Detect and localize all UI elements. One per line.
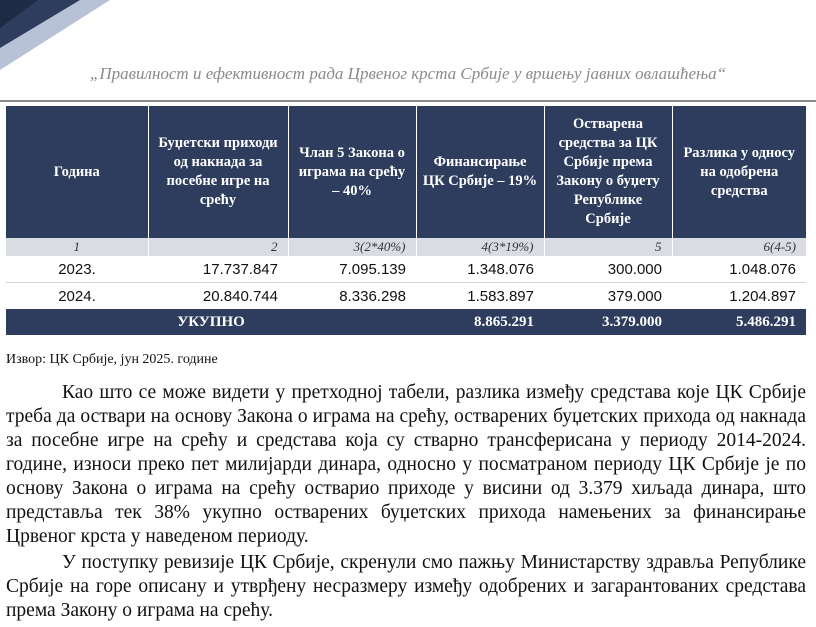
table-header-row [6, 106, 806, 238]
column-header: Остварена средства за ЦК Србије према Закону о буџету Републике Србије [544, 106, 672, 238]
table-source-note: Извор: ЦК Србије, јун 2025. године [6, 352, 218, 367]
column-index: 5 [544, 238, 672, 256]
table-total-row [6, 309, 806, 335]
column-header: Члан 5 Закона о играма на срећу – 40% [288, 106, 416, 238]
table-cell: 300.000 [544, 256, 672, 283]
column-index: 3(2*40%) [288, 238, 416, 256]
total-label: УКУПНО [6, 309, 416, 335]
document-header-title: „Правилност и ефективност рада Црвеног крста Србије у вршењу јавних овлашћења“ [89, 64, 727, 83]
table-cell: 1.204.897 [729, 287, 796, 305]
column-index: 4(3*19%) [416, 238, 544, 256]
column-index: 6(4-5) [672, 238, 806, 256]
table-cell: 17.737.847 [148, 256, 288, 283]
table-cell: 8.336.298 [339, 287, 406, 305]
table-cell: 7.095.139 [288, 256, 416, 283]
column-header: Разлика у односу на одобрена средства [672, 106, 806, 238]
total-cell: 8.865.291 [416, 309, 544, 335]
data-table [6, 106, 806, 335]
column-header: Финансирање ЦК Србије – 19% [416, 106, 544, 238]
table-row [6, 256, 806, 283]
table-cell: 1.583.897 [467, 287, 534, 305]
column-index-row [6, 238, 806, 256]
header-divider [0, 100, 816, 102]
column-index: 2 [148, 238, 288, 256]
body-paragraph: Као што се може видети у претходној табели, разлика између средстава које ЦК Србије треба да оствари на основу Закона о играма на срећу, остварених буџетских прихода од накнада за посебне игре на срећу и средстава која су стварно трансферисана у периоду 2014-2024. године, износи преко пет милијарди динара, односно у посматраном периоду ЦК Србије је по основу Закона о играма на срећу остварио приходе у висини од 3.379 хиљада динара, што представља тек 38% укупно остварених буџетских прихода намењених за финансирање Црвеног крста у наведеном периоду. [6, 382, 806, 547]
column-index: 1 [6, 238, 148, 256]
total-cell: 3.379.000 [544, 309, 672, 335]
column-header: Буџетски приходи од накнада за посебне игре на срећу [148, 106, 288, 238]
table-row [6, 283, 806, 310]
table-cell-year: 2023. [6, 256, 148, 283]
table-cell: 20.840.744 [202, 287, 278, 305]
table-cell: 379.000 [607, 287, 662, 305]
table-cell: 1.348.076 [416, 256, 544, 283]
table-cell: 1.048.076 [672, 256, 806, 283]
body-paragraph: У поступку ревизије ЦК Србије, скренули смо пажњу Министарству здравља Републике Србије на горе описану и утврђену несразмеру између одобрених и загарантованих средстава према Закону о играма на срећу. [6, 552, 806, 621]
table-cell-year: 2024. [58, 287, 96, 305]
column-header: Година [6, 106, 148, 238]
total-cell: 5.486.291 [672, 309, 806, 335]
